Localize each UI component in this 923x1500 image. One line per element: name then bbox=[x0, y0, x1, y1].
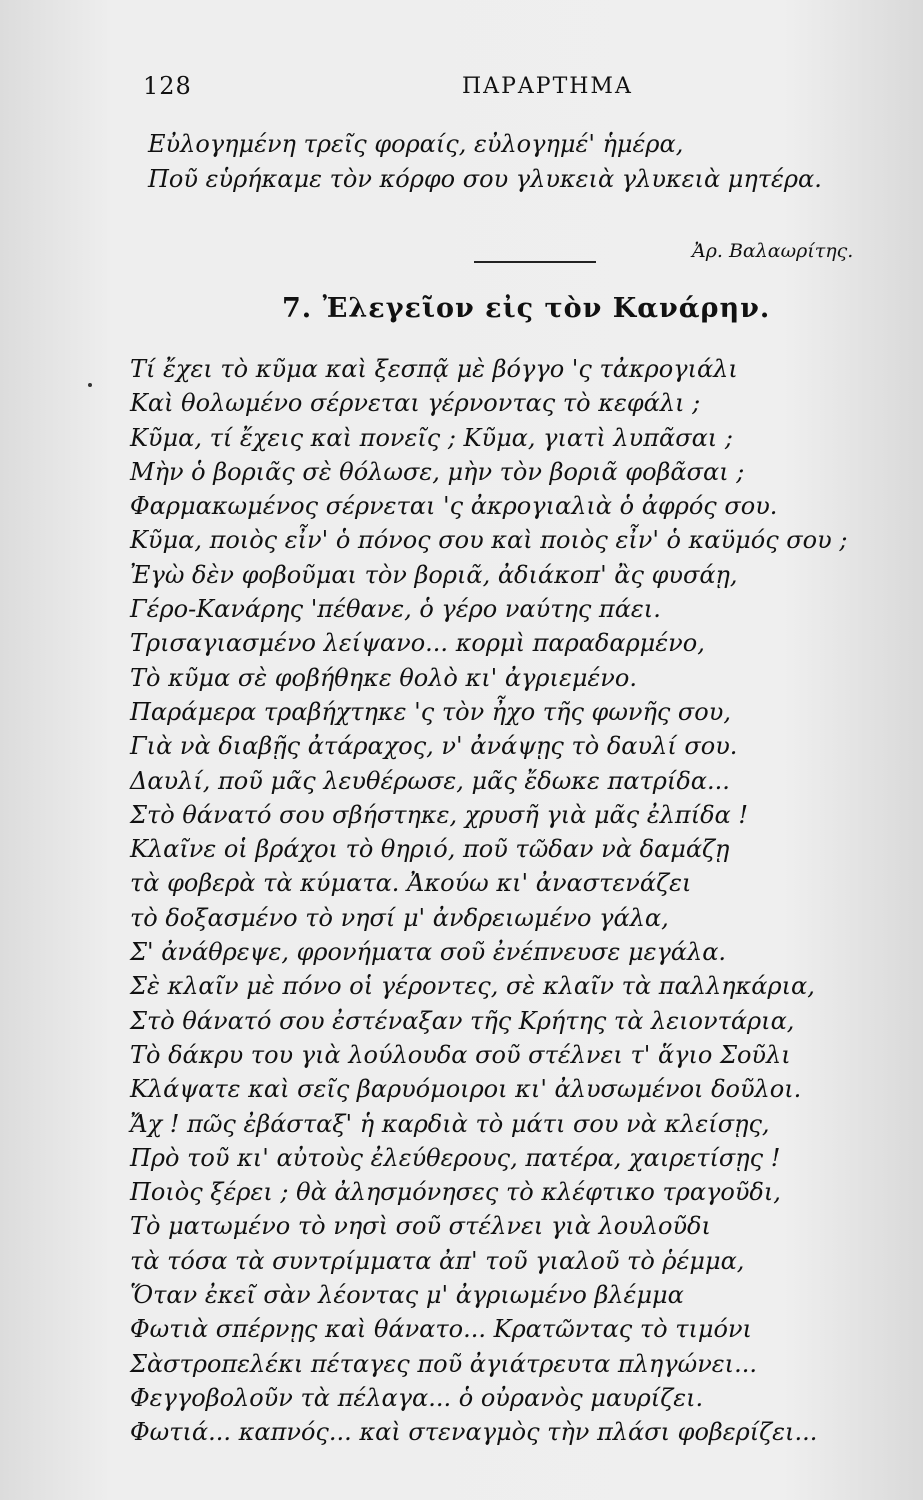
poem-line: Ποιὸς ξέρει ; θὰ ἀλησμόνησες τὸ κλέφτικο τραγοῦδι, bbox=[130, 1178, 781, 1207]
poem-line: τὰ τόσα τὰ συντρίμματα ἀπ' τοῦ γιαλοῦ τὸ ῥέμμα, bbox=[130, 1246, 745, 1275]
poem-line: Κλάψατε καὶ σεῖς βαρυόμοιροι κι' ἀλυσωμένοι δοῦλοι. bbox=[130, 1075, 802, 1104]
poem-line: Ἐγὼ δὲν φοβοῦμαι τὸν βοριᾶ, ἀδιάκοπ' ἂς φυσάῃ, bbox=[130, 560, 738, 589]
poem-line: Πρὸ τοῦ κι' αὐτοὺς ἐλεύθερους, πατέρα, χαιρετίσῃς ! bbox=[130, 1143, 781, 1172]
poem-line: Καὶ θολωμένο σέρνεται γέρνοντας τὸ κεφάλι ; bbox=[130, 389, 701, 418]
poem-line: Φαρμακωμένος σέρνεται 'ς ἀκρογιαλιὰ ὁ ἀφρός σου. bbox=[130, 492, 778, 521]
poem-line: Τὸ ματωμένο τὸ νησὶ σοῦ στέλνει γιὰ λουλοῦδι bbox=[130, 1212, 711, 1241]
margin-mark bbox=[88, 383, 92, 387]
poem-line: Κῦμα, τί ἔχεις καὶ πονεῖς ; Κῦμα, γιατὶ λυπᾶσαι ; bbox=[130, 423, 733, 452]
running-head: ΠΑΡΑΡΤΗΜΑ bbox=[462, 74, 633, 99]
poem-line: Γέρο-Κανάρης 'πέθανε, ὁ γέρο ναύτης πάει. bbox=[130, 595, 661, 624]
poem-line: Κῦμα, ποιὸς εἶν' ὁ πόνος σου καὶ ποιὸς εἶν' ὁ καϋμός σου ; bbox=[130, 526, 848, 555]
poem-line: Φεγγοβολοῦν τὰ πέλαγα... ὁ οὐρανὸς μαυρίζει. bbox=[130, 1383, 704, 1412]
poem-line: Γιὰ νὰ διαβῇς ἀτάραχος, ν' ἀνάψῃς τὸ δαυλί σου. bbox=[130, 732, 738, 761]
poem-line: τὰ φοβερὰ τὰ κύματα. Ἀκούω κι' ἀναστενάζει bbox=[130, 869, 692, 898]
poem-line: Μὴν ὁ βοριᾶς σὲ θόλωσε, μὴν τὸν βοριᾶ φοβᾶσαι ; bbox=[130, 457, 745, 486]
poem-line: Σ' ἀνάθρεψε, φρονήματα σοῦ ἐνέπνευσε μεγάλα. bbox=[130, 938, 727, 967]
section-divider bbox=[474, 261, 596, 263]
poem-line: τὸ δοξασμένο τὸ νησί μ' ἀνδρειωμένο γάλα, bbox=[130, 903, 669, 932]
poem-line: Φωτιά... καπνός... καὶ στεναγμὸς τὴν πλάσι φοβερίζει... bbox=[130, 1418, 818, 1447]
poem-line: Στὸ θάνατό σου ἐστέναξαν τῆς Κρήτης τὰ λειοντάρια, bbox=[130, 1006, 795, 1035]
poem-line: Ὅταν ἐκεῖ σὰν λέοντας μ' ἀγριωμένο βλέμμα bbox=[130, 1281, 684, 1310]
poem-title: 7. Ἐλεγεῖον εἰς τὸν Κανάρην. bbox=[282, 293, 771, 324]
poem-line: Τὸ δάκρυ του γιὰ λούλουδα σοῦ στέλνει τ' ἅγιο Σοῦλι bbox=[130, 1040, 791, 1069]
poem-line: Παράμερα τραβήχτηκε 'ς τὸν ἦχο τῆς φωνῆς σου, bbox=[130, 697, 731, 726]
poem-line: Σὰστροπελέκι πέταγες ποῦ ἀγιάτρευτα πληγώνει... bbox=[130, 1349, 757, 1378]
poem-line: Τρισαγιασμένο λείψανο... κορμὶ παραδαρμένο, bbox=[130, 629, 705, 658]
poem-line: Σὲ κλαῖν μὲ πόνο οἱ γέροντες, σὲ κλαῖν τὰ παλληκάρια, bbox=[130, 972, 815, 1001]
poem-line: Ἄχ ! πῶς ἐβάσταξ' ἡ καρδιὰ τὸ μάτι σου νὰ κλείσῃς, bbox=[130, 1109, 770, 1138]
author-attribution: Ἀρ. Βαλαωρίτης. bbox=[692, 240, 854, 262]
verse-line: Εὐλογημένη τρεῖς φοραίς, εὐλογημέ' ἡμέρα, bbox=[148, 130, 684, 158]
poem-line: Τὸ κῦμα σὲ φοβήθηκε θολὸ κι' ἀγριεμένο. bbox=[130, 663, 637, 692]
poem-line: Κλαῖνε οἱ βράχοι τὸ θηριό, ποῦ τῶδαν νὰ δαμάζῃ bbox=[130, 835, 730, 864]
poem-body bbox=[130, 352, 870, 1450]
poem-line: Στὸ θάνατό σου σβήστηκε, χρυσῆ γιὰ μᾶς ἐλπίδα ! bbox=[130, 800, 749, 829]
opening-verse bbox=[148, 127, 868, 197]
poem-line: Φωτιὰ σπέρνῃς καὶ θάνατο... Κρατῶντας τὸ τιμόνι bbox=[130, 1315, 752, 1344]
poem-line: Τί ἔχει τὸ κῦμα καὶ ξεσπᾷ μὲ βόγγο 'ς τἀκρογιάλι bbox=[130, 355, 738, 383]
page-number: 128 bbox=[143, 72, 192, 100]
poem-line: Δαυλί, ποῦ μᾶς λευθέρωσε, μᾶς ἔδωκε πατρίδα... bbox=[130, 766, 730, 795]
verse-line: Ποῦ εὑρήκαμε τὸν κόρφο σου γλυκειὰ γλυκειὰ μητέρα. bbox=[148, 165, 822, 193]
